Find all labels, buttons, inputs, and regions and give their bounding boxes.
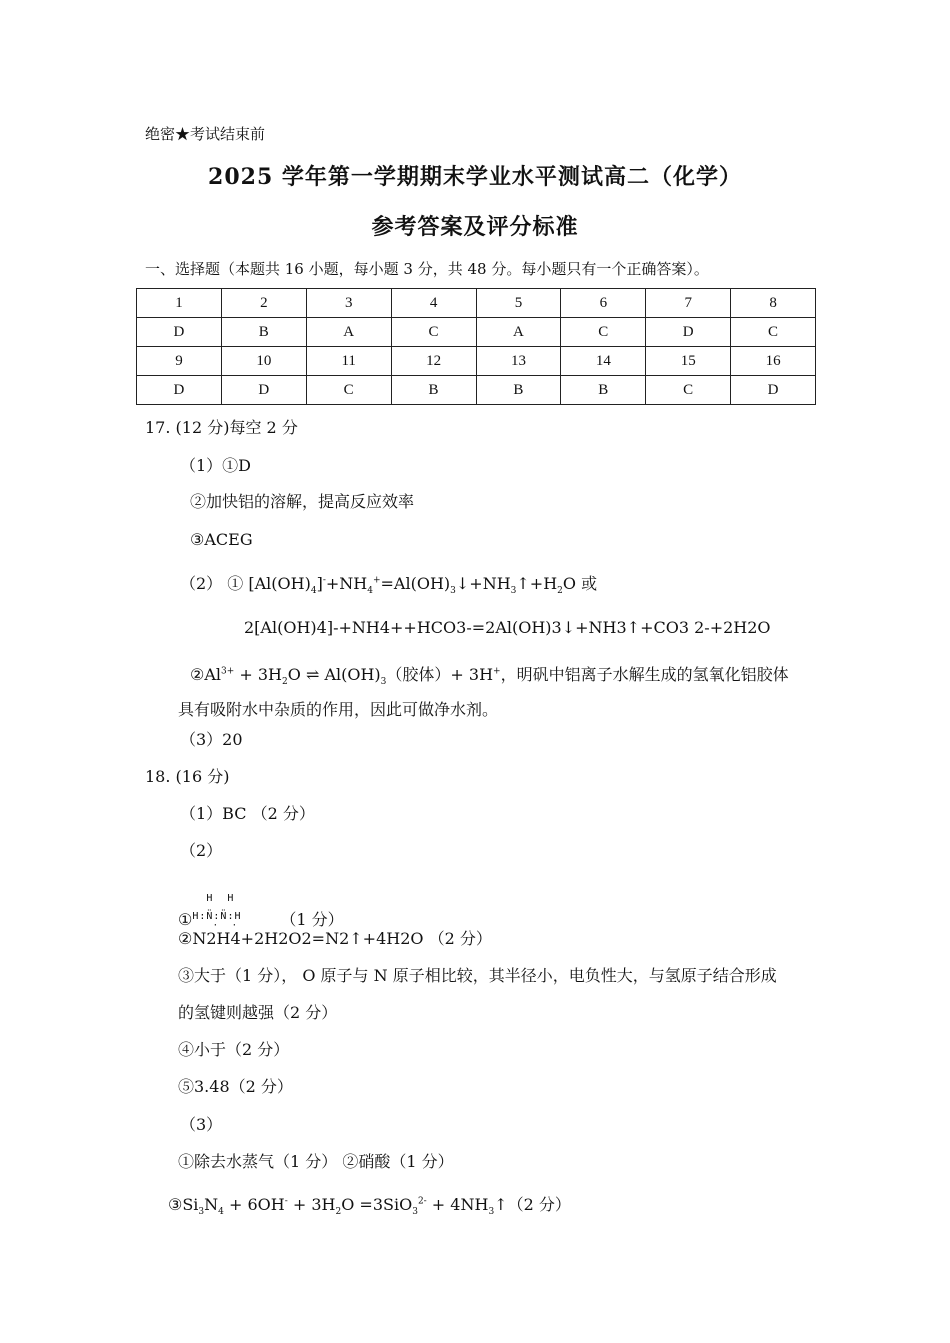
question-number-cell: 6	[561, 289, 646, 318]
q18-part2-2: ②N2H4+2H2O2=N2↑+4H2O （2 分）	[178, 929, 492, 948]
answer-cell: B	[391, 376, 476, 405]
q17-part2-c	[190, 665, 789, 688]
question-number-cell: 7	[646, 289, 731, 318]
question-number-cell: 11	[306, 347, 391, 376]
question-number-cell: 1	[137, 289, 222, 318]
answer-cell: A	[476, 318, 561, 347]
hydrazine-electron-dot-diagram: HH H:N̈:N̈:H ··	[192, 893, 251, 931]
question-number-cell: 14	[561, 347, 646, 376]
q18-part3-3	[168, 1195, 571, 1218]
answer-cell: A	[306, 318, 391, 347]
q18-part2-1-score: （1 分）	[280, 910, 344, 929]
answer-cell: B	[561, 376, 646, 405]
q18-part1: （1）BC （2 分）	[180, 804, 315, 823]
q18-part2-4: ④小于（2 分）	[178, 1040, 290, 1059]
q17-part1-a: （1）①D	[180, 456, 252, 475]
q18-part2-1	[178, 893, 344, 930]
section1-heading: 一、选择题（本题共 16 小题，每小题 3 分，共 48 分。每小题只有一个正确答案）。	[145, 260, 709, 278]
answer-row	[137, 376, 816, 405]
q17-part2-a-prefix: （2） ①	[180, 574, 249, 593]
q17-part3: （3）20	[180, 730, 243, 749]
question-number-cell: 13	[476, 347, 561, 376]
q18-part2-5: ⑤3.48（2 分）	[178, 1077, 293, 1096]
answer-cell: D	[221, 376, 306, 405]
question-number-cell: 3	[306, 289, 391, 318]
question-number-cell: 8	[731, 289, 816, 318]
answer-cell: D	[137, 318, 222, 347]
q17-part1-c: ③ACEG	[190, 530, 253, 549]
q18-part2-1-prefix: ①	[178, 910, 193, 929]
answer-cell: D	[137, 376, 222, 405]
question-number-cell: 4	[391, 289, 476, 318]
answer-cell: D	[646, 318, 731, 347]
answer-cell: C	[306, 376, 391, 405]
q17-part1-b: ②加快铝的溶解，提高反应效率	[190, 492, 415, 511]
page-subtitle: 参考答案及评分标准	[371, 214, 579, 240]
question-number-cell: 12	[391, 347, 476, 376]
q18-part2-3a: ③大于（1 分）， O 原子与 N 原子相比较，其半径小，电负性大，与氢原子结合形成	[178, 966, 777, 985]
q18-part3-1: ①除去水蒸气（1 分） ②硝酸（1 分）	[178, 1152, 454, 1171]
question-number-cell: 16	[731, 347, 816, 376]
confidential-label: 绝密★考试结束前	[145, 125, 266, 143]
answer-table	[136, 288, 816, 405]
question-number-row	[137, 347, 816, 376]
q17-part2-c-text: ，明矾中铝离子水解生成的氢氧化铝胶体	[500, 665, 789, 684]
q18-part3-3-score: （2 分）	[507, 1195, 571, 1214]
answer-cell: C	[561, 318, 646, 347]
q18-part2: （2）	[180, 841, 223, 860]
question-number-cell: 2	[221, 289, 306, 318]
answer-cell: D	[731, 376, 816, 405]
q18-part3-3-prefix: ③	[168, 1195, 183, 1214]
answer-cell: B	[476, 376, 561, 405]
question-number-cell: 10	[221, 347, 306, 376]
q18-heading: 18. (16 分)	[145, 767, 230, 786]
answer-cell: C	[646, 376, 731, 405]
q17-equation-1: $[Al(OH)_4]^-+NH_4^+=Al(OH)_3↓+NH_3↑+H_2O$	[248, 574, 576, 597]
q17-hydrolysis-equation: $Al^{3+} + 3H_2O$ ⇌ $Al(OH)_3$（胶体）+ 3H+	[204, 665, 501, 688]
answer-row	[137, 318, 816, 347]
answer-cell: C	[731, 318, 816, 347]
question-number-cell: 9	[137, 347, 222, 376]
answer-cell: C	[391, 318, 476, 347]
question-number-cell: 5	[476, 289, 561, 318]
q17-part2-a-or: 或	[576, 574, 598, 593]
page-title: 2025 学年第一学期期末学业水平测试高二（化学）	[208, 164, 742, 190]
answer-cell: B	[221, 318, 306, 347]
question-number-cell: 15	[646, 347, 731, 376]
q17-part2-c-cont: 具有吸附水中杂质的作用，因此可做净水剂。	[178, 700, 499, 719]
q18-part3: （3）	[180, 1115, 223, 1134]
q17-part2-a	[180, 574, 598, 597]
q18-silicon-nitride-equation: $Si_3N_4 + 6OH^- + 3H_2O =3SiO_3^{2-}$ + $4NH_3↑$	[182, 1195, 508, 1218]
q17-part2-b: 2[Al(OH)4]-+NH4++HCO3-=2Al(OH)3↓+NH3↑+CO3 2-+2H2O	[244, 618, 771, 637]
q17-part2-c-prefix: ②	[190, 665, 205, 684]
question-number-row	[137, 289, 816, 318]
q18-part2-3b: 的氢键则越强（2 分）	[178, 1003, 338, 1022]
q17-heading: 17. (12 分)每空 2 分	[145, 418, 298, 437]
